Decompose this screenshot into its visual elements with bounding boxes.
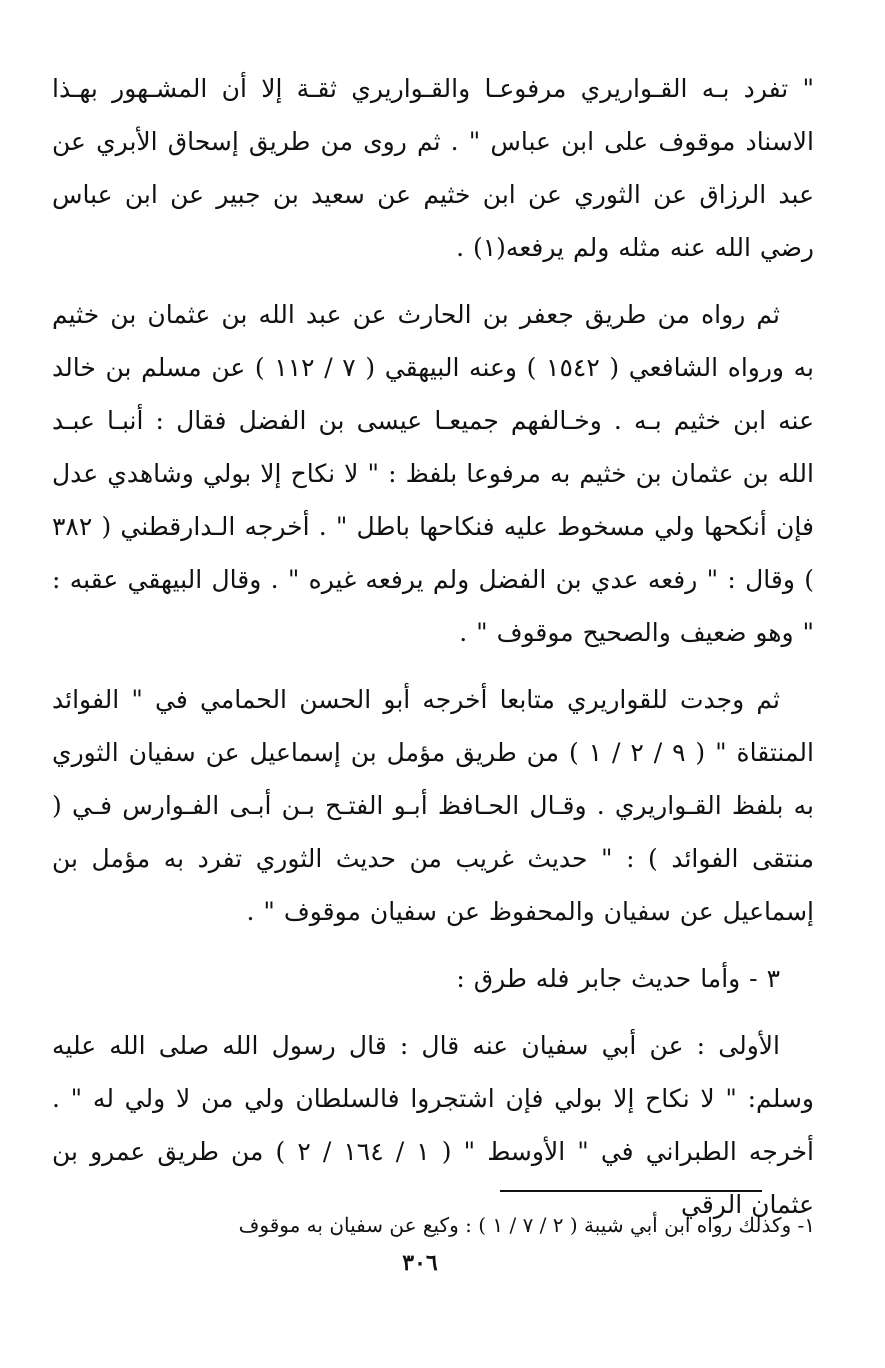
paragraph-3: ثم وجدت للقواريري متابعا أخرجه أبو الحسن الحمامي في " الفوائد المنتقاة " ( ٩ / ٢ / ١ ) من طريق مؤمل بن إسماعيل عن سفيان الثوري به بلفظ القـواريري . وقـال الحـافظ أبـو الفتـح بـن أبـى الفـوارس فـي ( منتقى الفوائد ) : " حديث غريب من حديث الثوري تفرد به مؤمل بن إسماعيل عن سفيان والمحفوظ عن سفيان موقوف " . <box>52 685 814 926</box>
paragraph-2: ثم رواه من طريق جعفر بن الحارث عن عبد الله بن عثمان بن خثيم به ورواه الشافعي ( ١٥٤٢ ) وعنه البيهقي ( ٧ / ١١٢ ) عن مسلم بن خالد عنه ابن خثيم بـه . وخـالفهم جميعـا عيسى بن الفضل فقال : أنبـا عبـد الله بن عثمان بن خثيم به مرفوعا بلفظ : " لا نكاح إلا بولي وشاهدي عدل فإن أنكحها ولي مسخوط عليه فنكاحها باطل " . أخرجه الـدارقطني ( ٣٨٢ ) وقال : " رفعه عدي بن الفضل ولم يرفعه غيره " . وقال البيهقي عقبه : " وهو ضعيف والصحيح موقوف " . <box>52 300 815 647</box>
page-body <box>52 62 814 1245</box>
footnote-separator <box>500 1190 762 1192</box>
paragraph-1: " تفرد بـه القـواريري مرفوعـا والقـواريري ثقـة إلا أن المشـهور بهـذا الاسناد موقوف على ابن عباس " . ثم روى من طريق إسحاق الأبري عن عبد الرزاق عن الثوري عن ابن خثيم عن سعيد بن جبير عن ابن عباس رضي الله عنه مثله ولم يرفعه(١) . <box>52 74 814 262</box>
page-number: ٣٠٦ <box>402 1250 438 1276</box>
paragraph-4: الأولى : عن أبي سفيان عنه قال : قال رسول الله صلى الله عليه وسلم: " لا نكاح إلا بولي فإن اشتجروا فالسلطان ولي من لا ولي له " . أخرجه الطبراني في " الأوسط " ( ١ / ١٦٤ / ٢ ) من طريق عمرو بن عثمان الرقي <box>52 1031 814 1219</box>
footnote: ١- وكذلك رواه ابن أبي شيبة ( ٢ / ٧ / ١ ) : وكيع عن سفيان به موقوف <box>238 1213 815 1237</box>
section-heading-jabir: ٣ - وأما حديث جابر فله طرق : <box>456 964 780 993</box>
